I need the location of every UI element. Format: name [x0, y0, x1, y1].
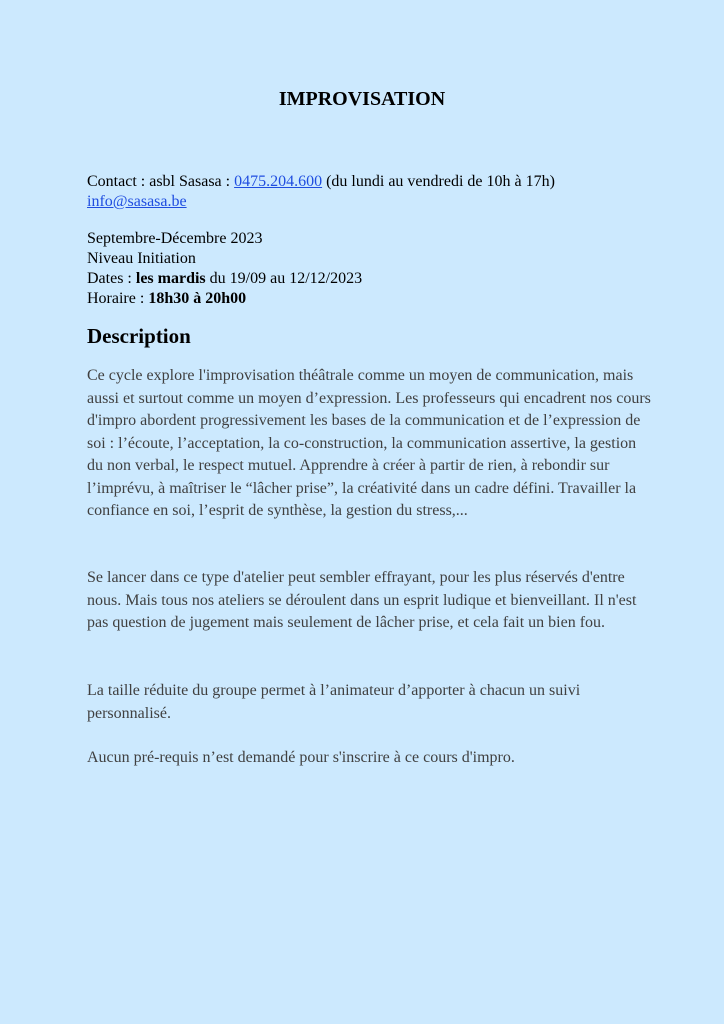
- description-paragraph-3: La taille réduite du groupe permet à l’animateur d’apporter à chacun un suivi personnalisé.: [87, 682, 581, 722]
- page-title: IMPROVISATION: [278, 88, 446, 110]
- phone-link[interactable]: 0475.204.600: [234, 173, 323, 190]
- contact-hours: (du lundi au vendredi de 10h à 17h): [322, 173, 555, 190]
- contact-label: Contact : asbl Sasasa :: [87, 173, 235, 190]
- time-value: 18h30 à 20h00: [148, 290, 247, 307]
- contact-block: [87, 172, 647, 212]
- description-paragraph-4: Aucun pré-requis n’est demandé pour s'inscrire à ce cours d'impro.: [87, 749, 515, 766]
- level-text: Niveau Initiation: [87, 250, 196, 267]
- dates-label: Dates :: [87, 270, 136, 287]
- time-line: [87, 289, 647, 309]
- dates-line: [87, 269, 647, 289]
- period-text: Septembre-Décembre 2023: [87, 230, 263, 247]
- dates-days: les mardis: [135, 270, 206, 287]
- description-heading: Description: [87, 324, 191, 348]
- description-paragraph-1: Ce cycle explore l'improvisation théâtrale comme un moyen de communication, mais aussi et surtout comme un moyen d’expression. Les professeurs qui encadrent nos cours d'impro abordent progressivement les bases de la communication et de l’expression de soi : l’écoute, l’acceptation, la co-construction, la communication assertive, la gestion du non verbal, le respect mutuel. Apprendre à créer à partir de rien, à rebondir sur l’imprévu, à maîtriser le “lâcher prise”, la créativité dans un cadre défini. Travailler la confiance en soi, l’esprit de synthèse, la gestion du stress,...: [87, 367, 651, 519]
- schedule-block: [87, 229, 647, 309]
- description-paragraph-2: Se lancer dans ce type d'atelier peut sembler effrayant, pour les plus réservés d'entre nous. Mais tous nos ateliers se déroulent dans un esprit ludique et bienveillant. Il n'est pas question de jugement mais seulement de lâcher prise, et cela fait un bien fou.: [87, 569, 637, 631]
- time-label: Horaire :: [87, 290, 149, 307]
- email-link[interactable]: info@sasasa.be: [87, 193, 187, 210]
- dates-range: du 19/09 au 12/12/2023: [205, 270, 363, 287]
